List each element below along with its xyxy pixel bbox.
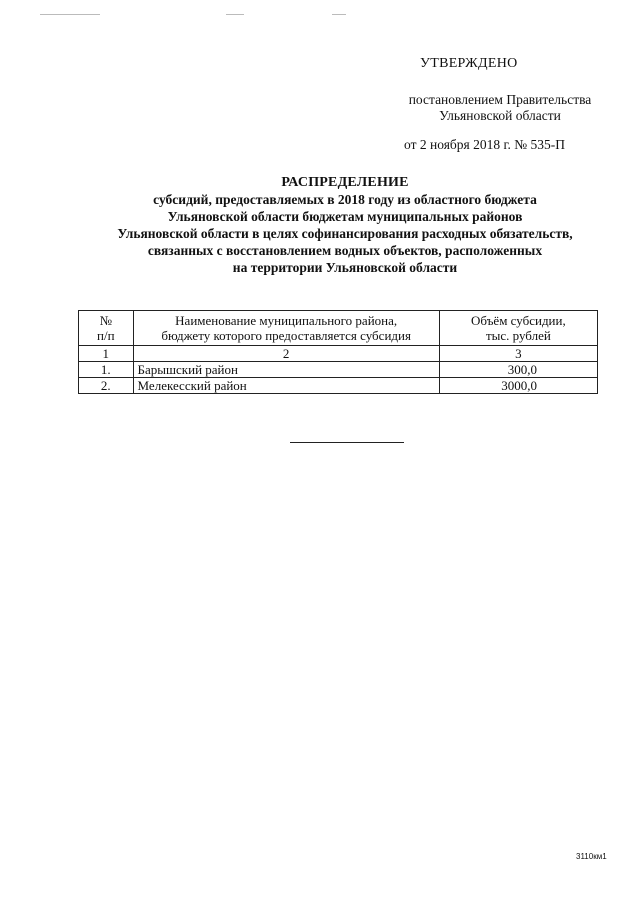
header-district-name bbox=[133, 311, 439, 346]
header-subsidy-amount bbox=[439, 311, 597, 346]
decree-line-2: Ульяновской области bbox=[439, 108, 561, 123]
decree-line-1: постановлением Правительства bbox=[408, 92, 592, 107]
district-name: Барышский район bbox=[133, 362, 439, 378]
column-number: 3 bbox=[439, 346, 597, 362]
table-row bbox=[79, 378, 598, 394]
header-name-line-2: бюджету которого предоставляется субсидия bbox=[161, 328, 411, 343]
table-header-row bbox=[79, 311, 598, 346]
document-heading bbox=[70, 174, 620, 276]
distribution-table bbox=[78, 310, 598, 394]
row-number: 1. bbox=[79, 362, 134, 378]
subsidy-amount: 3000,0 bbox=[439, 378, 597, 394]
heading-line-4: связанных с восстановлением водных объектов, расположенных bbox=[147, 243, 543, 258]
header-number-line-1: № bbox=[99, 313, 112, 328]
heading-line-1: субсидий, предоставляемых в 2018 году из областного бюджета bbox=[153, 192, 537, 207]
table-row bbox=[79, 362, 598, 378]
heading-line-3: Ульяновской области в целях софинансирования расходных обязательств, bbox=[117, 226, 573, 241]
heading-line-2: Ульяновской области бюджетам муниципальных районов bbox=[167, 209, 523, 224]
header-sum-line-2: тыс. рублей bbox=[485, 328, 551, 343]
column-numbers-row bbox=[79, 346, 598, 362]
decree-date: от 2 ноября 2018 г. № 535-П bbox=[404, 137, 565, 152]
header-number bbox=[79, 311, 134, 346]
header-name-line-1: Наименование муниципального района, bbox=[175, 313, 398, 328]
row-number: 2. bbox=[79, 378, 134, 394]
district-name: Мелекесский район bbox=[133, 378, 439, 394]
column-number: 2 bbox=[133, 346, 439, 362]
column-number: 1 bbox=[79, 346, 134, 362]
document-code: 3110км1 bbox=[576, 852, 607, 861]
heading-title: РАСПРЕДЕЛЕНИЕ bbox=[281, 175, 409, 190]
scan-artifact bbox=[40, 14, 100, 15]
approved-stamp-text: УТВЕРЖДЕНО bbox=[420, 56, 518, 71]
scan-artifact bbox=[332, 14, 346, 15]
decree-reference bbox=[380, 92, 620, 124]
scan-artifact bbox=[226, 14, 244, 15]
header-sum-line-1: Объём субсидии, bbox=[471, 313, 566, 328]
heading-line-5: на территории Ульяновской области bbox=[232, 260, 458, 275]
header-number-line-2: п/п bbox=[97, 328, 115, 343]
subsidy-amount: 300,0 bbox=[439, 362, 597, 378]
end-of-document-line bbox=[290, 442, 404, 443]
